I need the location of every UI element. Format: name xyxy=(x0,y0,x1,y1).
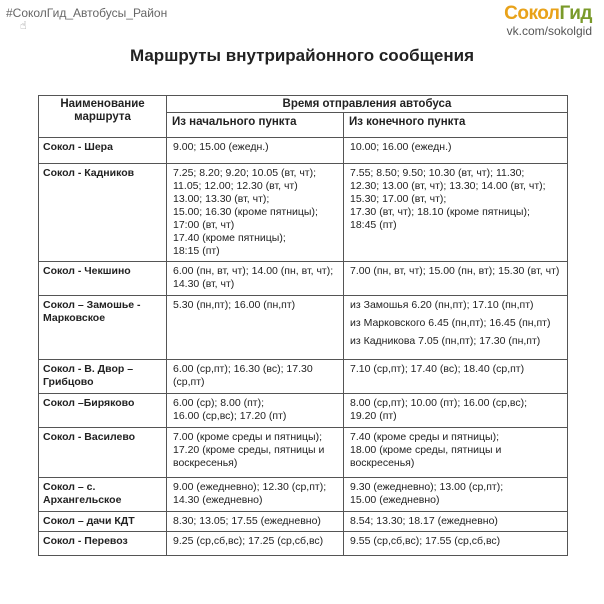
table-row xyxy=(39,360,568,394)
time-line: 9.00; 15.00 (ежедн.) xyxy=(173,141,269,153)
column-header-route-name: Наименование маршрута xyxy=(39,96,167,138)
column-header-departure-time: Время отправления автобуса xyxy=(167,96,568,113)
departure-times-from-end xyxy=(344,164,568,262)
time-line: 18:45 (пт) xyxy=(350,219,397,231)
time-line: из Марковского 6.45 (пн,пт); 16.45 (пн,пт) xyxy=(350,317,551,329)
route-name: Сокол - Чекшино xyxy=(39,262,167,296)
time-line: 9.30 (ежедневно); 13.00 (ср,пт); xyxy=(350,481,504,493)
route-name: Сокол – Замошье - Марковское xyxy=(39,296,167,360)
table-row xyxy=(39,394,568,428)
time-line: 15.30; 17.00 (вт, чт); xyxy=(350,193,447,205)
departure-times-from-end xyxy=(344,360,568,394)
time-line: 17.30 (вт, чт); 18.10 (кроме пятницы); xyxy=(350,206,530,218)
time-line: (ср,пт) xyxy=(173,376,205,388)
time-line: из Замошья 6.20 (пн,пт); 17.10 (пн,пт) xyxy=(350,299,534,311)
table-row xyxy=(39,138,568,164)
time-line: 8.54; 13.30; 18.17 (ежедневно) xyxy=(350,515,498,527)
time-line: 7.10 (ср,пт); 17.40 (вс); 18.40 (ср,пт) xyxy=(350,363,525,375)
table-row xyxy=(39,532,568,556)
brand-logo: СоколГид xyxy=(504,3,592,24)
time-line: 8.30; 13.05; 17.55 (ежедневно) xyxy=(173,515,321,527)
time-line: 7.55; 8.50; 9.50; 10.30 (вт, чт); 11.30; xyxy=(350,167,525,179)
route-name: Сокол - Василево xyxy=(39,428,167,478)
route-name: Сокол –Биряково xyxy=(39,394,167,428)
departure-times-from-start xyxy=(167,478,344,512)
departure-times-from-end xyxy=(344,512,568,532)
time-line: 17:00 (вт, чт) xyxy=(173,219,235,231)
time-line: 11.05; 12.00; 12.30 (вт, чт) xyxy=(173,180,298,192)
route-name: Сокол - Шера xyxy=(39,138,167,164)
route-name: Сокол – дачи КДТ xyxy=(39,512,167,532)
time-line: воскресенья) xyxy=(350,457,415,469)
route-name: Сокол – с. Архангельское xyxy=(39,478,167,512)
time-line: 12.30; 13.00 (вт, чт); 13.30; 14.00 (вт, чт); xyxy=(350,180,546,192)
hand-cursor-icon: ☝ xyxy=(20,20,27,32)
brand-url: vk.com/sokolgid xyxy=(506,24,592,38)
time-line: 6.00 (ср,пт); 16.30 (вс); 17.30 xyxy=(173,363,313,375)
page-title: Маршруты внутрирайонного сообщения xyxy=(129,46,475,65)
time-line: 13.00; 13.30 (вт, чт); xyxy=(173,193,270,205)
departure-times-from-start xyxy=(167,532,344,556)
departure-times-from-end xyxy=(344,478,568,512)
departure-times-from-start xyxy=(167,262,344,296)
column-header-from-start: Из начального пункта xyxy=(167,113,344,138)
route-name: Сокол - Кадников xyxy=(39,164,167,262)
routes-table-body xyxy=(39,138,568,556)
time-line: 17.40 (кроме пятницы); xyxy=(173,232,286,244)
time-line: 14.30 (вт, чт) xyxy=(173,278,235,290)
time-line: 15.00 (ежедневно) xyxy=(350,494,440,506)
time-line: 9.55 (ср,сб,вс); 17.55 (ср,сб,вс) xyxy=(350,535,501,547)
time-line: 14.30 (ежедневно) xyxy=(173,494,263,506)
time-line: 10.00; 16.00 (ежедн.) xyxy=(350,141,452,153)
departure-times-from-start xyxy=(167,296,344,360)
time-line: 17.20 (кроме среды, пятницы и xyxy=(173,444,325,456)
table-row xyxy=(39,428,568,478)
table-row xyxy=(39,262,568,296)
time-line: 9.25 (ср,сб,вс); 17.25 (ср,сб,вс) xyxy=(173,535,324,547)
time-line: 5.30 (пн,пт); 16.00 (пн,пт) xyxy=(173,299,296,311)
departure-times-from-end xyxy=(344,394,568,428)
time-line: 7.25; 8.20; 9.20; 10.05 (вт, чт); xyxy=(173,167,317,179)
table-row xyxy=(39,478,568,512)
table-row xyxy=(39,164,568,262)
departure-times-from-end xyxy=(344,532,568,556)
table-row xyxy=(39,512,568,532)
time-line: 8.00 (ср,пт); 10.00 (пт); 16.00 (ср,вс); xyxy=(350,397,528,409)
hashtag-label[interactable] xyxy=(6,6,168,32)
column-header-from-end: Из конечного пункта xyxy=(344,113,568,138)
time-line: 6.00 (пн, вт, чт); 14.00 (пн, вт, чт); xyxy=(173,265,334,277)
time-line: воскресенья) xyxy=(173,457,238,469)
departure-times-from-start xyxy=(167,164,344,262)
departure-times-from-end xyxy=(344,296,568,360)
time-line: из Кадникова 7.05 (пн,пт); 17.30 (пн,пт) xyxy=(350,335,541,347)
time-line: 7.00 (пн, вт, чт); 15.00 (пн, вт); 15.30 (вт, чт) xyxy=(350,265,560,277)
route-name: Сокол - В. Двор – Грибцово xyxy=(39,360,167,394)
departure-times-from-end xyxy=(344,428,568,478)
table-row xyxy=(39,296,568,360)
hashtag-text: #СоколГид_Автобусы_Район xyxy=(6,6,168,20)
departure-times-from-start xyxy=(167,512,344,532)
time-line: 18:15 (пт) xyxy=(173,245,220,257)
time-line: 7.00 (кроме среды и пятницы); xyxy=(173,431,322,443)
time-line: 16.00 (ср,вс); 17.20 (пт) xyxy=(173,410,287,422)
time-line: 18.00 (кроме среды, пятницы и xyxy=(350,444,502,456)
departure-times-from-start xyxy=(167,360,344,394)
time-line: 9.00 (ежедневно); 12.30 (ср,пт); xyxy=(173,481,327,493)
departure-times-from-start xyxy=(167,138,344,164)
time-line: 7.40 (кроме среды и пятницы); xyxy=(350,431,499,443)
time-line: 19.20 (пт) xyxy=(350,410,397,422)
departure-times-from-end xyxy=(344,138,568,164)
time-line: 6.00 (ср); 8.00 (пт); xyxy=(173,397,265,409)
routes-table xyxy=(38,95,568,556)
departure-times-from-start xyxy=(167,428,344,478)
departure-times-from-start xyxy=(167,394,344,428)
brand-watermark xyxy=(504,4,592,38)
route-name: Сокол - Перевоз xyxy=(39,532,167,556)
departure-times-from-end xyxy=(344,262,568,296)
time-line: 15.00; 16.30 (кроме пятницы); xyxy=(173,206,318,218)
